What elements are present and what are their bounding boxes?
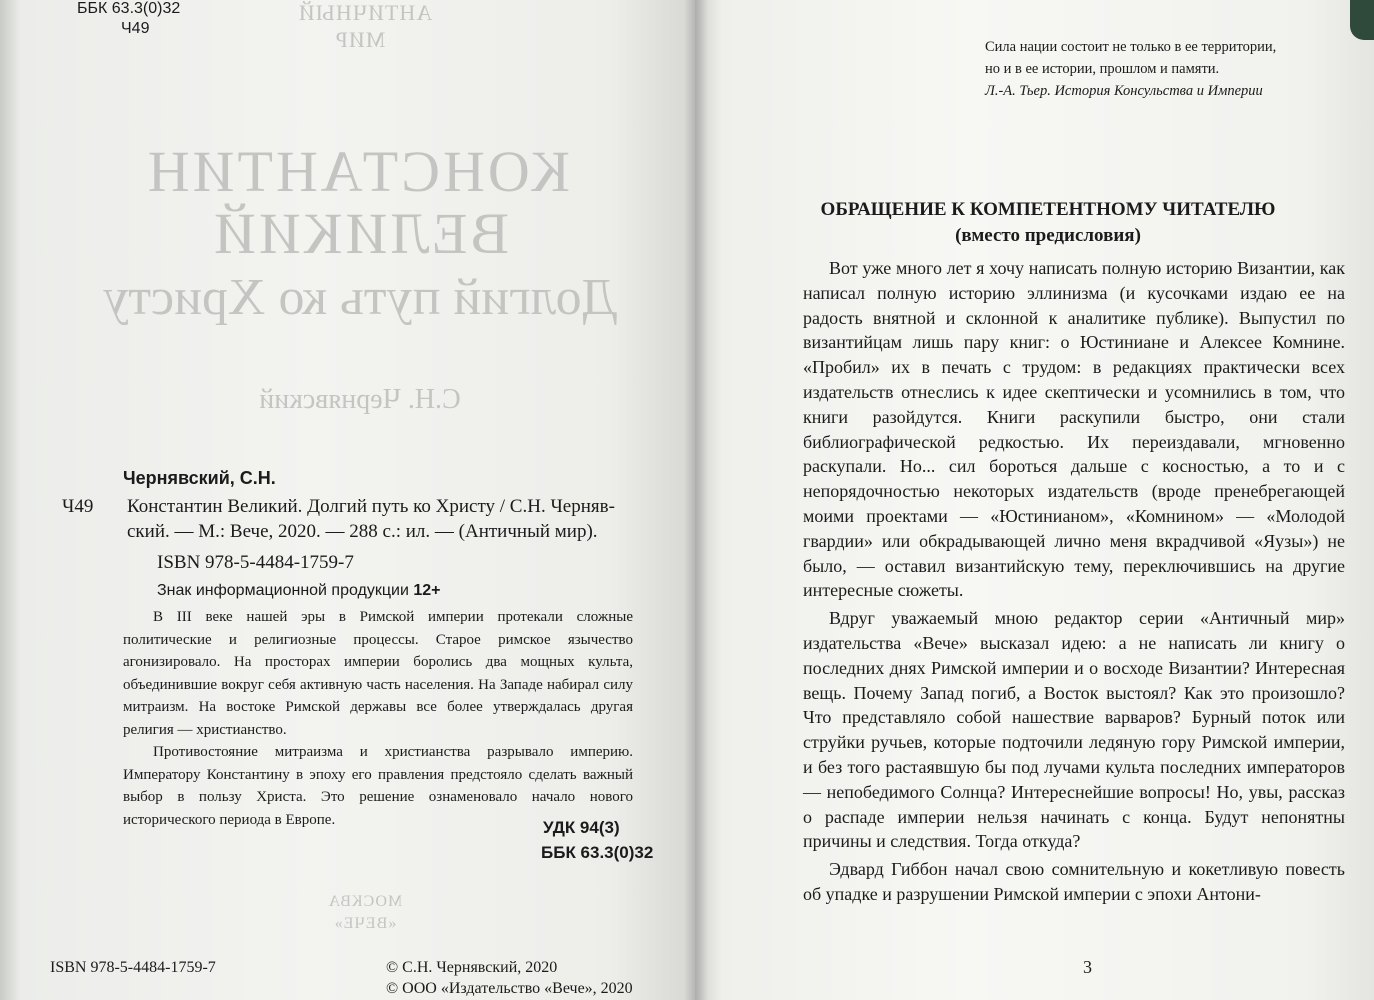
footer-isbn: ISBN 978-5-4484-1759-7 bbox=[50, 959, 216, 976]
book-gutter bbox=[684, 0, 708, 1000]
epigraph-source: Л.-А. Тьер. История Консульства и Империи bbox=[985, 83, 1263, 99]
top-bbk-code: ББК 63.3(0)32 bbox=[77, 0, 181, 17]
chapter-title: ОБРАЩЕНИЕ К КОМПЕТЕНТНОМУ ЧИТАТЕЛЮ bbox=[820, 199, 1276, 220]
top-author-mark: Ч49 bbox=[121, 20, 150, 37]
author-mark: Ч49 bbox=[62, 496, 94, 517]
ghost-series-line-1: АНТИЧНЫЙ bbox=[297, 0, 433, 25]
book-author: Чернявский, С.Н. bbox=[123, 468, 276, 488]
ghost-series-line-2: МИР bbox=[334, 27, 386, 52]
annotation bbox=[123, 606, 633, 831]
page-number: 3 bbox=[1083, 957, 1092, 977]
body-paragraph: Вот уже много лет я хочу написать полную историю Византии, как написал полную историю эллинизма (и кусочками издаю ее на радость внятной и склонной к аналитике публике). Выпустил по византийцам лишь пару книг: о Юстиниане и Алексее Комнине. «Пробил» их в печать с трудом: в редакциях практически всех издательств отнеслись к идее скептически и усомнились в том, что книги разойдутся. Книги раскупили быстро, они стали библиографической редкостью. Их переиздавали, мгновенно раскупали. Но... сил бороться дальше с косностью, а то и с непорядочностью некоторых издательств (вроде пренебрегающей моими проектами — «Юстинианом», «Комнином» — «Молодой гвардии» или обкрадывающей лично меня вкрадчивой «Яузы») не было, — оставил византийскую тему, переключившись на другие интересные сюжеты. bbox=[803, 258, 1345, 601]
copyright-author: © С.Н. Чернявский, 2020 bbox=[386, 959, 558, 976]
age-rating-value: 12+ bbox=[413, 582, 441, 599]
epigraph bbox=[985, 36, 1276, 102]
ghost-title-line-1: КОНСТАНТИН bbox=[144, 139, 570, 204]
epigraph-line-2: но и в ее истории, прошлом и памяти. bbox=[985, 61, 1220, 77]
ghost-title-line-2: ВЕЛИКИЙ bbox=[210, 201, 510, 266]
epigraph-line-1: Сила нации состоит не только в ее территории, bbox=[985, 39, 1277, 55]
ghost-title-line-3: Долгий путь ко Христу bbox=[102, 269, 618, 326]
ghost-publisher: «ВЕЧЕ» bbox=[333, 915, 397, 932]
bibliographic-line-2: ский. — М.: Вече, 2020. — 288 с.: ил. — (Античный мир). bbox=[127, 521, 598, 542]
annotation-paragraph: В III веке нашей эры в Римской империи протекали сложные политические и религиозные процессы. Старое римское язычество агонизировало. На просторах империи боролись два мощных культа, объединившие вокруг себя активную часть населения. На Западе набирал силу митраизм. На востоке Римской державы все более утверждалась другая религия — христианство. bbox=[123, 609, 633, 738]
udk-code: УДК 94(3) bbox=[543, 818, 620, 837]
ghost-author: С.Н. Чернявский bbox=[259, 384, 461, 415]
body-paragraph: Вдруг уважаемый мною редактор серии «Античный мир» издательства «Вече» высказал идею: а не написать ли книгу о последних днях Римской империи и о восходе Византии? Интересная вещь. Почему Запад погиб, а Восток выстоял? Как это произошло? Что представляло собой нашествие варваров? Бурный поток или струйки ручьев, которые подточили ледяную гору Римской империи, и без того растаявшую бы под лучами культа последних императоров — непобедимого Солнца? Интереснейшие вопросы! Но, увы, рассказ о распаде империи нельзя начинать с конца. Будут непонятны причины и следствия. Тогда откуда? bbox=[803, 608, 1345, 852]
bbk-code: ББК 63.3(0)32 bbox=[541, 843, 654, 862]
age-rating bbox=[157, 582, 441, 600]
chapter-heading bbox=[795, 197, 1301, 249]
age-rating-label: Знак информационной продукции bbox=[157, 582, 414, 599]
bibliographic-line-1: Константин Великий. Долгий путь ко Христу / С.Н. Черняв- bbox=[127, 496, 615, 517]
body-paragraph: Эдвард Гиббон начал свою сомнительную и кокетливую повесть об упадке и разрушении Римской империи с эпохи Антони- bbox=[803, 859, 1345, 904]
chapter-subtitle: (вместо предисловия) bbox=[955, 225, 1141, 246]
annotation-paragraph: Противостояние митраизма и христианства разрывало империю. Императору Константину в эпоху его правления предстояло сделать важный выбор в пользу Христа. Это решение ознаменовало начало нового исторического периода в Европе. bbox=[123, 744, 633, 828]
background-corner bbox=[1350, 0, 1374, 40]
copyright-publisher: © ООО «Издательство «Вече», 2020 bbox=[386, 980, 633, 997]
isbn: ISBN 978-5-4484-1759-7 bbox=[157, 552, 354, 573]
body-text bbox=[803, 256, 1345, 910]
ghost-city: МОСКВА bbox=[327, 893, 403, 910]
